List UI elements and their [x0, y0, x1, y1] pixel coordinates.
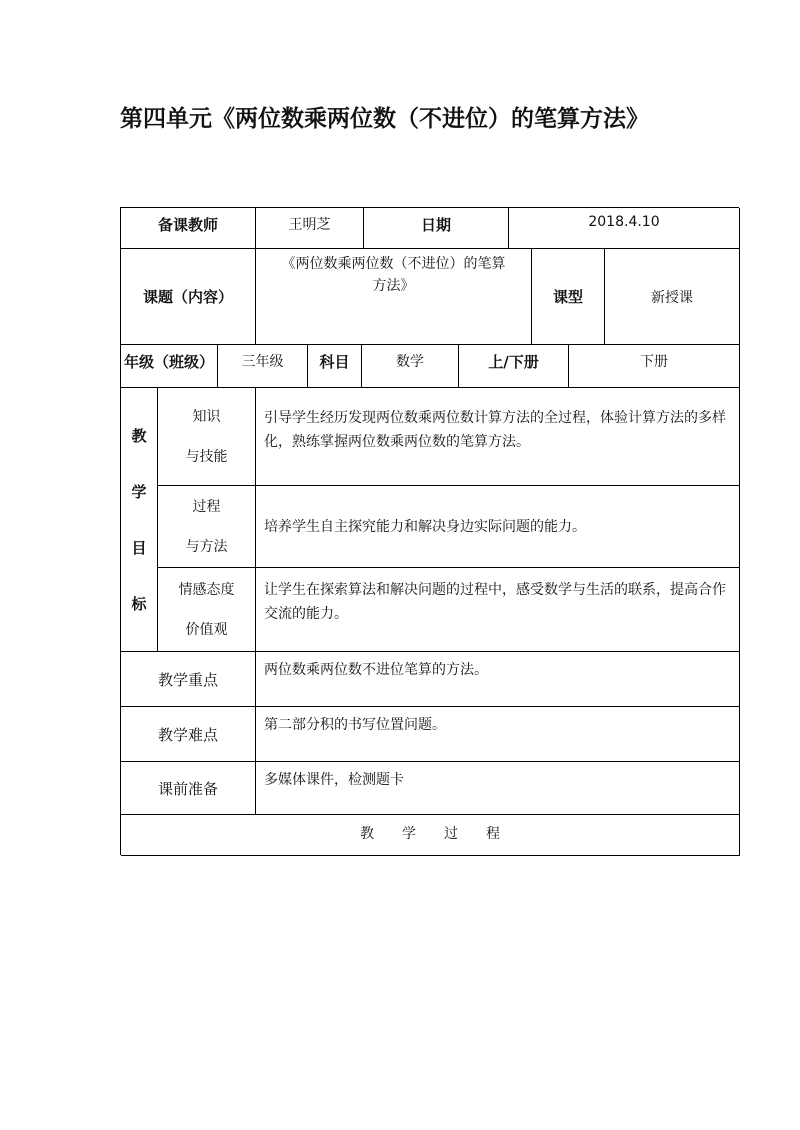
goals-label: [121, 388, 158, 652]
goals-label-char: 标: [131, 594, 147, 613]
label-topic: 课题（内容）: [121, 249, 256, 345]
volume-value: 下册: [569, 345, 740, 388]
label-grade: 年级（班级）: [121, 345, 218, 388]
lesson-plan-table: [120, 207, 739, 855]
topic-value: 《两位数乘两位数（不进位）的笔算方法》: [256, 249, 532, 345]
goal-knowledge-label-line2: 与技能: [185, 448, 228, 465]
page-title: 第四单元《两位数乘两位数（不进位）的笔算方法》: [120, 106, 649, 132]
label-difficulty: 教学难点: [121, 707, 256, 762]
goal-knowledge-label: [158, 388, 256, 486]
goal-attitude-label: [158, 568, 256, 652]
label-lesson-type: 课型: [532, 249, 605, 345]
difficulty-text: 第二部分积的书写位置问题。: [256, 707, 740, 762]
teaching-process-heading: [121, 815, 740, 856]
label-date: 日期: [364, 208, 509, 249]
label-preparation: 课前准备: [121, 762, 256, 815]
date-value: 2018.4.10: [509, 208, 740, 249]
goal-attitude-label-line1: 情感态度: [178, 581, 235, 598]
goal-process-label-line1: 过程: [192, 498, 221, 515]
teaching-process-label: 教学过程: [360, 826, 528, 842]
goals-label-char: 目: [131, 538, 147, 557]
goals-label-char: 教: [131, 426, 147, 445]
goal-knowledge-label-line1: 知识: [192, 408, 221, 425]
preparation-text: 多媒体课件，检测题卡: [256, 762, 740, 815]
goal-process-text: 培养学生自主探究能力和解决身边实际问题的能力。: [256, 486, 740, 568]
goal-process-label: [158, 486, 256, 568]
label-teacher: 备课教师: [121, 208, 256, 249]
lesson-type-value: 新授课: [605, 249, 740, 345]
goal-attitude-label-line2: 价值观: [185, 621, 228, 638]
grade-value: 三年级: [218, 345, 308, 388]
label-volume: 上/下册: [459, 345, 569, 388]
goal-process-label-line2: 与方法: [185, 538, 228, 555]
label-key-point: 教学重点: [121, 652, 256, 707]
goals-label-char: 学: [131, 482, 147, 501]
subject-value: 数学: [362, 345, 459, 388]
label-subject: 科目: [308, 345, 362, 388]
key-point-text: 两位数乘两位数不进位笔算的方法。: [256, 652, 740, 707]
goal-attitude-text: 让学生在探索算法和解决问题的过程中，感受数学与生活的联系，提高合作交流的能力。: [256, 568, 740, 652]
teacher-value: 王明芝: [256, 208, 364, 249]
goal-knowledge-text: 引导学生经历发现两位数乘两位数计算方法的全过程，体验计算方法的多样化，熟练掌握两位数乘两位数的笔算方法。: [256, 388, 740, 486]
